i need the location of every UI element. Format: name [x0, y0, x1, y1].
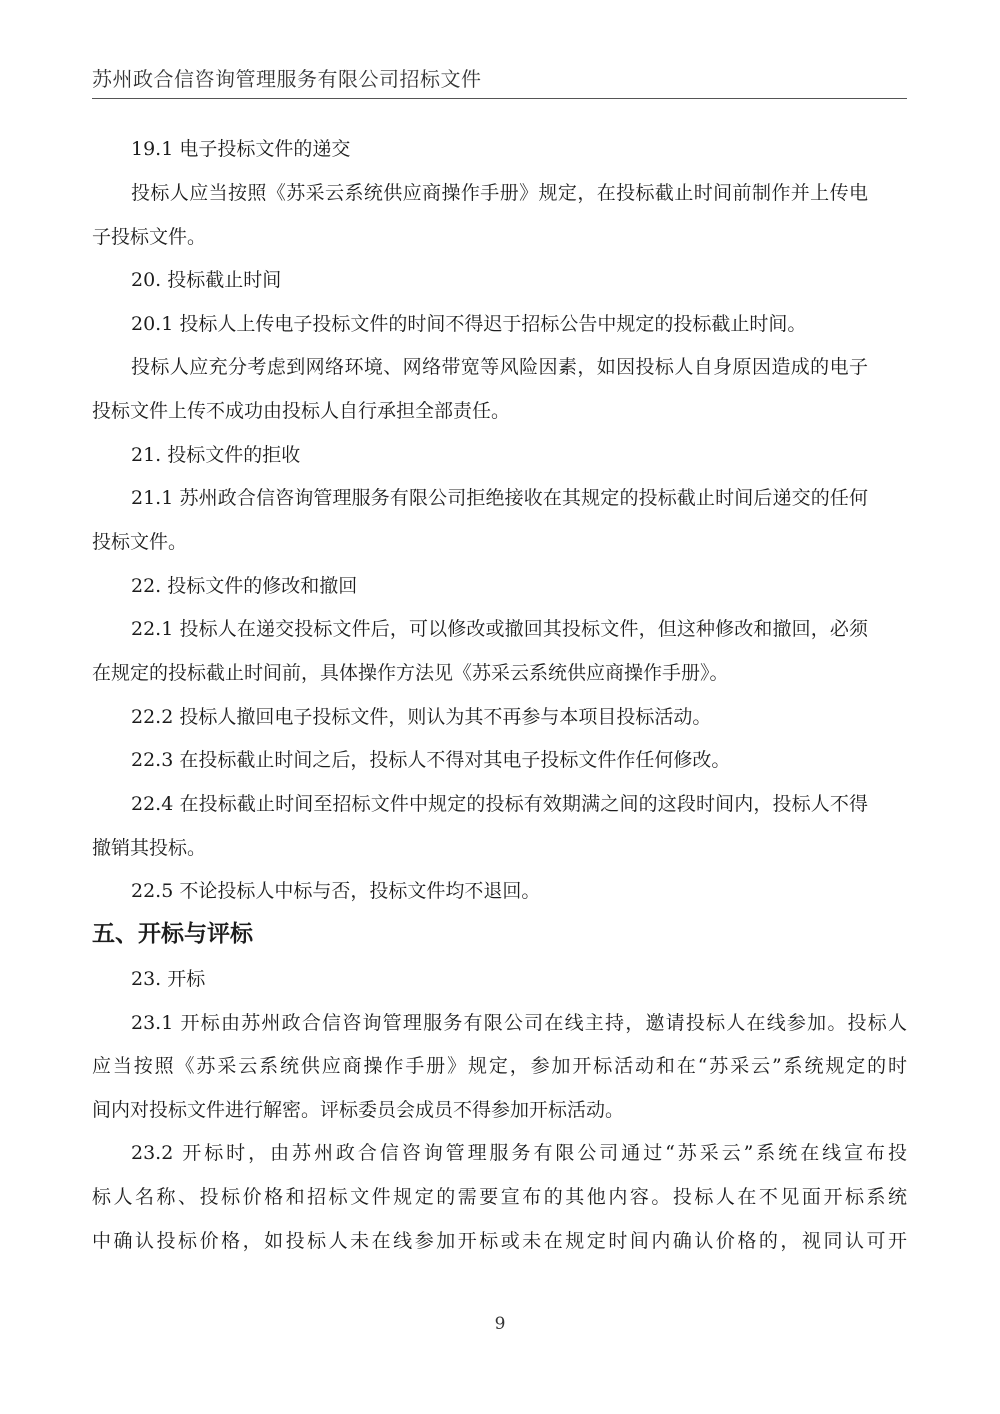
clause-22-2: 22.2 投标人撤回电子投标文件，则认为其不再参与本项目投标活动。 — [131, 706, 712, 728]
paragraph-line: 子投标文件。 — [92, 226, 207, 248]
page-header — [92, 64, 907, 99]
section-heading: 五、开标与评标 — [92, 921, 253, 947]
clause-23-1: 23.1 开标由苏州政合信咨询管理服务有限公司在线主持，邀请投标人在线参加。投标人 — [131, 1012, 907, 1034]
paragraph-line: 投标人应当按照《苏采云系统供应商操作手册》规定，在投标截止时间前制作并上传电 — [131, 182, 868, 204]
clause-21-heading: 21. 投标文件的拒收 — [131, 444, 301, 466]
paragraph-line: 间内对投标文件进行解密。评标委员会成员不得参加开标活动。 — [92, 1099, 625, 1121]
clause-22-heading: 22. 投标文件的修改和撤回 — [131, 575, 358, 597]
clause-22-3: 22.3 在投标截止时间之后，投标人不得对其电子投标文件作任何修改。 — [131, 749, 731, 771]
clause-22-4: 22.4 在投标截止时间至招标文件中规定的投标有效期满之间的这段时间内，投标人不得 — [131, 793, 868, 815]
paragraph-line: 投标文件。 — [92, 531, 188, 553]
paragraph-line: 投标文件上传不成功由投标人自行承担全部责任。 — [92, 400, 511, 422]
clause-20-heading: 20. 投标截止时间 — [131, 269, 282, 291]
clause-23-2: 23.2 开标时，由苏州政合信咨询管理服务有限公司通过“苏采云”系统在线宣布投 — [131, 1142, 907, 1164]
page-number: 9 — [494, 1314, 506, 1334]
clause-23-heading: 23. 开标 — [131, 968, 206, 990]
paragraph-line: 撤销其投标。 — [92, 837, 207, 859]
header-title: 苏州政合信咨询管理服务有限公司招标文件 — [92, 67, 482, 91]
clause-21-1: 21.1 苏州政合信咨询管理服务有限公司拒绝接收在其规定的投标截止时间后递交的任何 — [131, 487, 868, 509]
clause-22-1: 22.1 投标人在递交投标文件后，可以修改或撤回其投标文件，但这种修改和撤回，必须 — [131, 618, 868, 640]
paragraph-line: 标人名称、投标价格和招标文件规定的需要宣布的其他内容。投标人在不见面开标系统 — [92, 1186, 907, 1208]
clause-19-1: 19.1 电子投标文件的递交 — [131, 138, 351, 160]
paragraph-line: 在规定的投标截止时间前，具体操作方法见《苏采云系统供应商操作手册》。 — [92, 662, 729, 684]
paragraph-line: 中确认投标价格，如投标人未在线参加开标或未在规定时间内确认价格的，视同认可开 — [92, 1230, 907, 1252]
paragraph-line: 应当按照《苏采云系统供应商操作手册》规定，参加开标活动和在“苏采云”系统规定的时 — [92, 1055, 907, 1077]
clause-22-5: 22.5 不论投标人中标与否，投标文件均不退回。 — [131, 880, 541, 902]
clause-20-1: 20.1 投标人上传电子投标文件的时间不得迟于招标公告中规定的投标截止时间。 — [131, 313, 807, 335]
paragraph-line: 投标人应充分考虑到网络环境、网络带宽等风险因素，如因投标人自身原因造成的电子 — [131, 356, 868, 378]
